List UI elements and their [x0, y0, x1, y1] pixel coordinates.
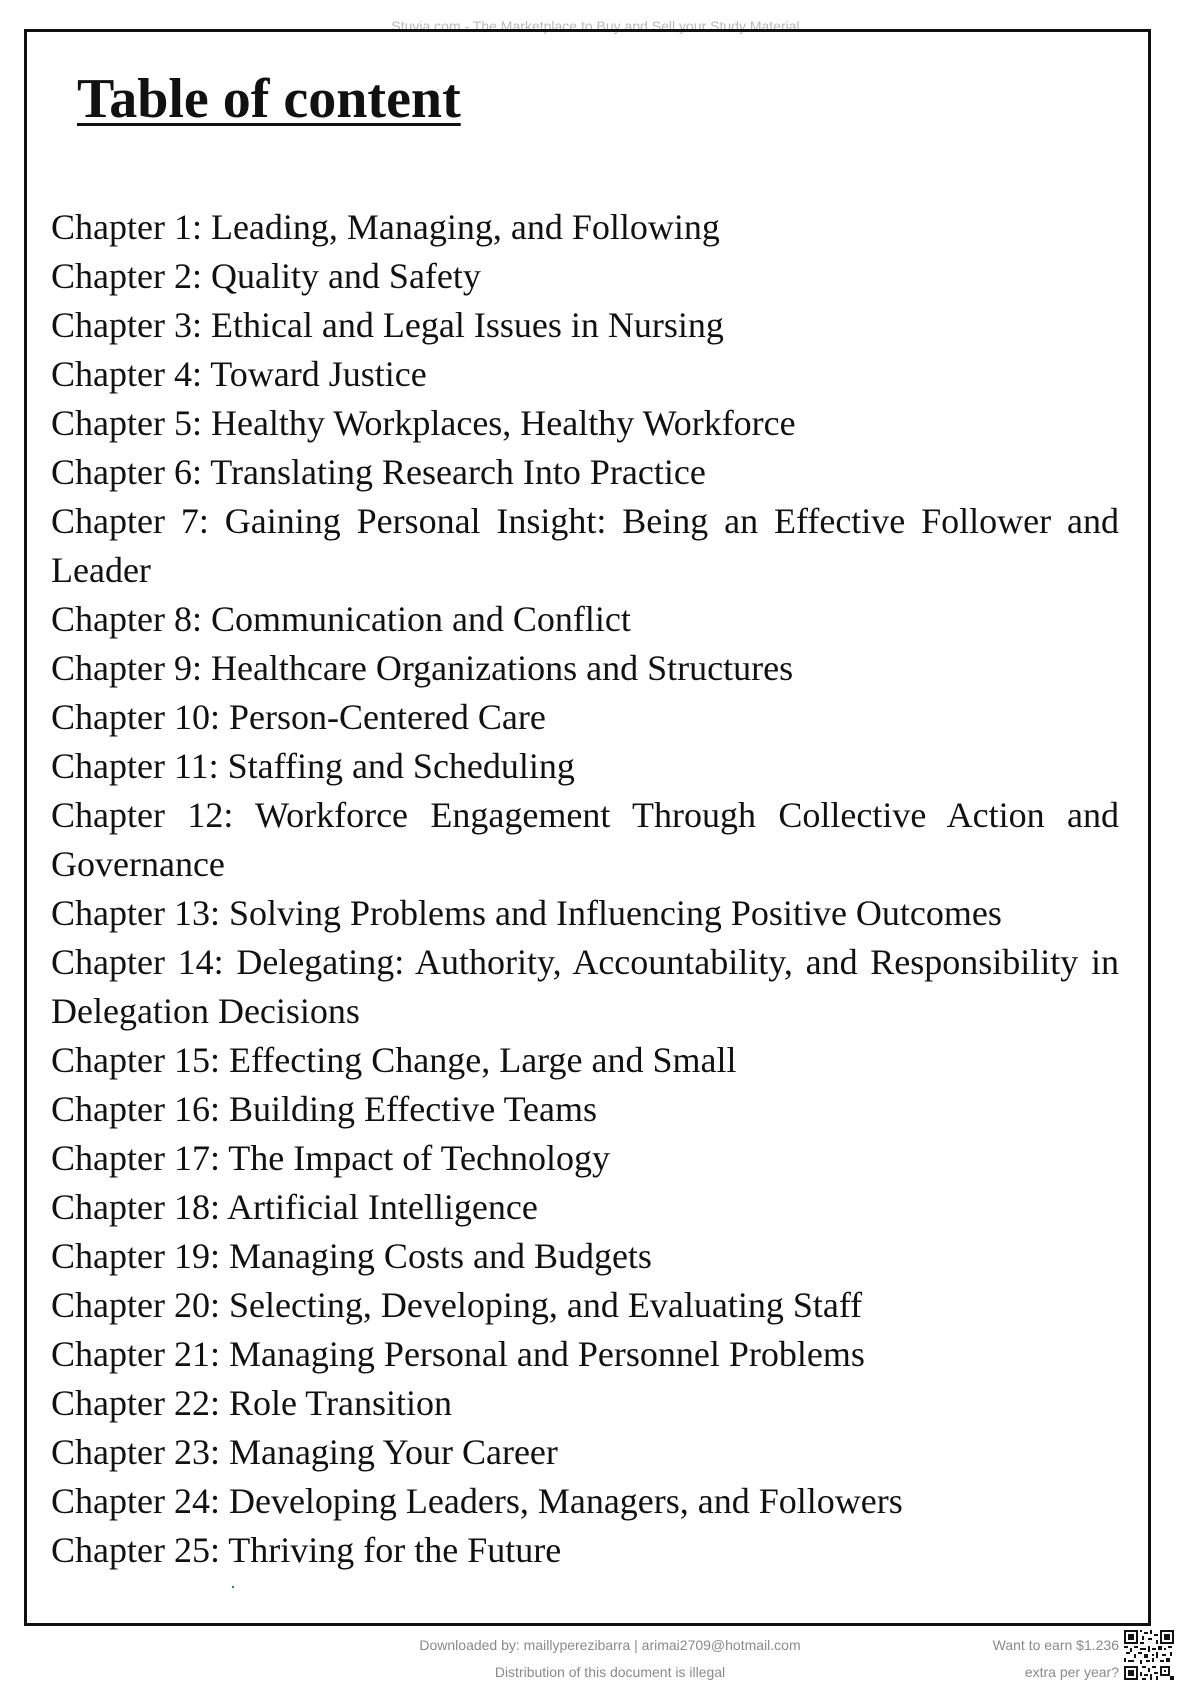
toc-entry: Chapter 24: Developing Leaders, Managers, and Followers	[51, 1481, 903, 1521]
toc-entry: Chapter 2: Quality and Safety	[51, 256, 481, 296]
stray-dot	[232, 1586, 234, 1588]
page-title: Table of content	[77, 68, 461, 130]
toc-entry: Chapter 20: Selecting, Developing, and Evaluating Staff	[51, 1285, 863, 1325]
toc-entry: Chapter 10: Person-Centered Care	[51, 697, 546, 737]
footer-promo-line-1[interactable]: Want to earn $1.236	[992, 1637, 1119, 1653]
toc-entry: Chapter 11: Staffing and Scheduling	[51, 746, 575, 786]
toc-entry: Chapter 4: Toward Justice	[51, 354, 427, 394]
footer-promo-line-2[interactable]: extra per year?	[1024, 1664, 1119, 1680]
qr-code-icon[interactable]	[1124, 1630, 1174, 1680]
watermark-banner: Stuvia.com - The Marketplace to Buy and Sell your Study Material	[391, 18, 800, 34]
toc-entry: Chapter 14: Delegating: Authority, Accountability, and Responsibility in Delegation Decisions	[51, 942, 1119, 1031]
footer-downloaded-by: Downloaded by: maillyperezibarra | arimai2709@hotmail.com	[419, 1637, 801, 1653]
toc-entry: Chapter 21: Managing Personal and Personnel Problems	[51, 1334, 865, 1374]
table-of-contents	[51, 203, 1119, 1575]
toc-entry: Chapter 15: Effecting Change, Large and Small	[51, 1040, 737, 1080]
toc-entry: Chapter 23: Managing Your Career	[51, 1432, 558, 1472]
toc-entry: Chapter 7: Gaining Personal Insight: Being an Effective Follower and Leader	[51, 501, 1119, 590]
toc-entry: Chapter 17: The Impact of Technology	[51, 1138, 611, 1178]
toc-entry: Chapter 9: Healthcare Organizations and Structures	[51, 648, 794, 688]
toc-entry: Chapter 12: Workforce Engagement Through Collective Action and Governance	[51, 795, 1119, 884]
toc-entry: Chapter 19: Managing Costs and Budgets	[51, 1236, 652, 1276]
toc-entry: Chapter 8: Communication and Conflict	[51, 599, 631, 639]
toc-entry: Chapter 3: Ethical and Legal Issues in Nursing	[51, 305, 724, 345]
toc-entry: Chapter 22: Role Transition	[51, 1383, 453, 1423]
page-border	[24, 29, 1151, 1626]
toc-entry: Chapter 16: Building Effective Teams	[51, 1089, 598, 1129]
toc-entry: Chapter 18: Artificial Intelligence	[51, 1187, 538, 1227]
toc-entry: Chapter 13: Solving Problems and Influencing Positive Outcomes	[51, 893, 1002, 933]
toc-entry: Chapter 1: Leading, Managing, and Following	[51, 207, 720, 247]
toc-entry: Chapter 25: Thriving for the Future	[51, 1530, 562, 1570]
toc-entry: Chapter 6: Translating Research Into Practice	[51, 452, 706, 492]
footer-distribution-notice: Distribution of this document is illegal	[494, 1664, 726, 1680]
toc-entry: Chapter 5: Healthy Workplaces, Healthy Workforce	[51, 403, 796, 443]
